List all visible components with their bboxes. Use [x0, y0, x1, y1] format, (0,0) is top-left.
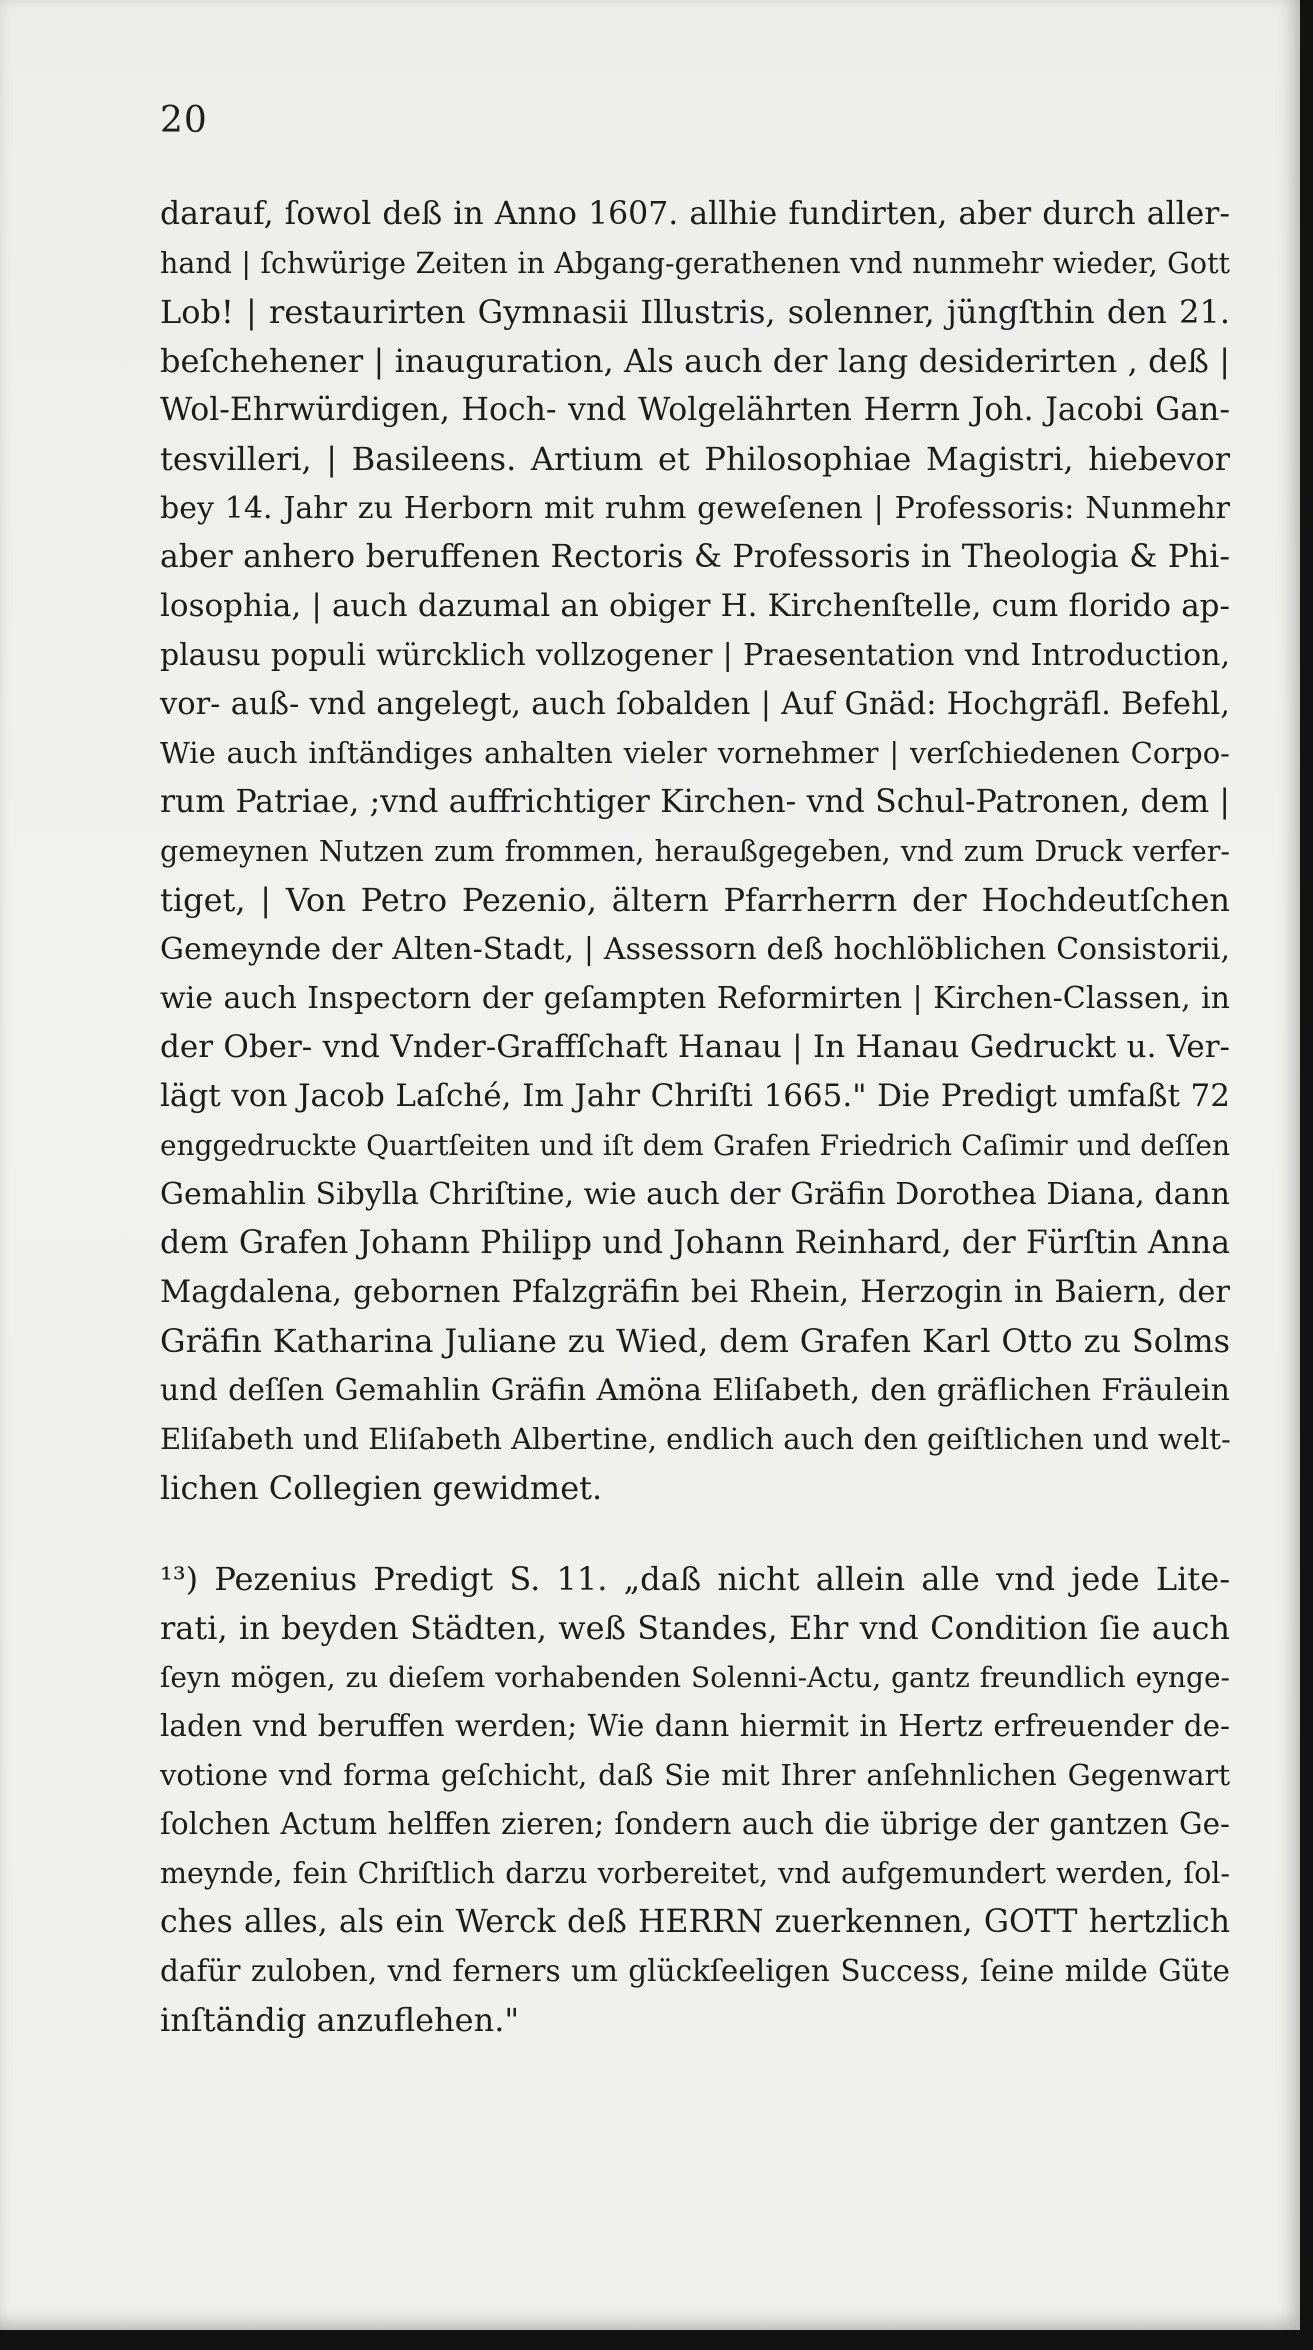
- text-line: beſchehener | inauguration, Als auch der lang desiderirten , deß |: [160, 342, 1230, 380]
- text-line: tesvilleri, | Basileens. Artium et Philosophiae Magistri, hiebevor: [160, 440, 1230, 478]
- text-line: enggedruckte Quartſeiten und iſt dem Grafen Friedrich Caſimir und deſſen: [160, 1129, 1230, 1162]
- text-line: Magdalena, gebornen Pfalzgräfin bei Rhein, Herzogin in Baiern, der: [160, 1275, 1230, 1310]
- footnote-line: ſolchen Actum helffen zieren; ſondern auch die übrige der gantzen Ge-: [160, 1807, 1230, 1841]
- text-line: plausu populi würcklich vollzogener | Praesentation vnd Introduction,: [160, 638, 1230, 673]
- text-line: lägt von Jacob Laſché, Im Jahr Chriſti 1665." Die Predigt umfaßt 72: [160, 1078, 1230, 1114]
- page-bottom-shadow: [0, 2330, 1313, 2350]
- text-line: der Ober- vnd Vnder-Graffſchaft Hanau | In Hanau Gedruckt u. Ver-: [160, 1029, 1230, 1065]
- footnote-line: inſtändig anzuflehen.": [160, 2001, 520, 2039]
- text-line: losophia, | auch dazumal an obiger H. Kirchenſtelle, cum florido ap-: [160, 588, 1230, 624]
- text-line: darauf, ſowol deß in Anno 1607. allhie fundirten, aber durch aller-: [160, 196, 1230, 232]
- text-line: wie auch Inspectorn der geſampten Reformirten | Kirchen-Classen, in: [160, 981, 1230, 1016]
- text-line: Gräfin Katharina Juliane zu Wied, dem Grafen Karl Otto zu Solms: [160, 1322, 1230, 1360]
- footnote-line: votione vnd forma geſchicht, daß Sie mit Ihrer anſehnlichen Gegenwart: [160, 1758, 1230, 1792]
- footnote-13: [160, 1555, 1230, 2045]
- footnote-line: meynde, fein Chriſtlich darzu vorbereitet, vnd aufgemundert werden, ſol-: [160, 1857, 1230, 1890]
- text-line: vor- auß- vnd angelegt, auch ſobalden | Auf Gnäd: Hochgräfl. Befehl,: [160, 687, 1230, 722]
- text-line: Lob! | restaurirten Gymnasii Illustris, solenner, jüngſthin den 21.: [160, 293, 1230, 331]
- footnote-line: ſeyn mögen, zu dieſem vorhabenden Solenni-Actu, gantz freundlich eynge-: [160, 1661, 1230, 1694]
- footnote-line: ¹³) Pezenius Predigt S. 11. „daß nicht allein alle vnd jede Lite-: [160, 1560, 1230, 1598]
- text-line: Gemahlin Sibylla Chriſtine, wie auch der Gräfin Dorothea Diana, dann: [160, 1177, 1230, 1212]
- text-line: gemeynen Nutzen zum frommen, heraußgegeben, vnd zum Druck verfer-: [160, 835, 1230, 868]
- text-line: bey 14. Jahr zu Herborn mit ruhm geweſenen | Professoris: Nunmehr: [160, 491, 1230, 526]
- text-line: Gemeynde der Alten-Stadt, | Assessorn deß hochlöblichen Consistorii,: [160, 932, 1230, 967]
- footnote-line: laden vnd beruffen werden; Wie dann hiermit in Hertz erfreuender de-: [160, 1709, 1230, 1743]
- text-line: lichen Collegien gewidmet.: [160, 1469, 603, 1507]
- text-line: Wie auch inſtändiges anhalten vieler vornehmer | verſchiedenen Corpo-: [160, 736, 1230, 770]
- text-line: dem Grafen Johann Philipp und Johann Reinhard, der Fürſtin Anna: [160, 1225, 1230, 1261]
- text-line: und deſſen Gemahlin Gräfin Amöna Eliſabeth, den gräflichen Fräulein: [160, 1373, 1230, 1408]
- page-edge-shadow: [1300, 0, 1313, 2350]
- page-number: 20: [160, 100, 208, 141]
- footnote-line: rati, in beyden Städten, weß Standes, Ehr vnd Condition ſie auch: [160, 1609, 1230, 1647]
- text-line: Wol-Ehrwürdigen, Hoch- vnd Wolgelährten Herrn Joh. Jacobi Gan-: [160, 392, 1230, 428]
- footnote-line: dafür zuloben, vnd ferners um glückſeeligen Success, ſeine milde Güte: [160, 1954, 1230, 1988]
- text-line: hand | ſchwürige Zeiten in Abgang-gerathenen vnd nunmehr wieder, Gott: [160, 247, 1230, 280]
- footnote-line: ches alles, als ein Werck deß HERRN zuerkennen, GOTT hertzlich: [160, 1904, 1230, 1940]
- text-line: Eliſabeth und Eliſabeth Albertine, endlich auch den geiſtlichen und welt-: [160, 1422, 1231, 1456]
- text-line: tiget, | Von Petro Pezenio, ältern Pfarrherrn der Hochdeutſchen: [160, 881, 1230, 919]
- main-text: [160, 190, 1230, 1513]
- text-line: aber anhero beruffenen Rectoris & Professoris in Theologia & Phi-: [160, 539, 1230, 575]
- text-line: rum Patriae, ;vnd auffrichtiger Kirchen- vnd Schul-Patronen, dem |: [160, 784, 1230, 820]
